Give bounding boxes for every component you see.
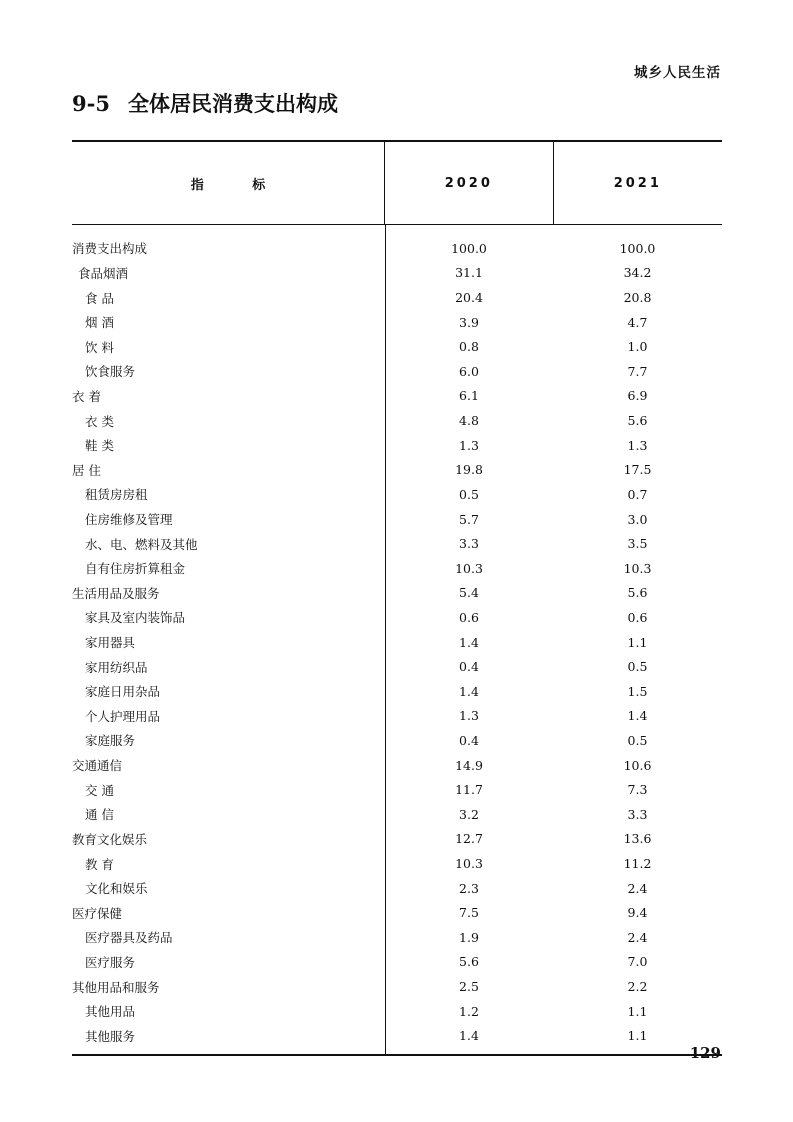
table-row [72, 359, 722, 384]
value-2020: 7.5 [459, 905, 479, 921]
row-label: 其他服务 [85, 1028, 136, 1044]
value-2020: 20.4 [455, 290, 483, 306]
row-label: 医疗器具及药品 [85, 930, 173, 946]
data-table [72, 140, 722, 1056]
value-2020: 14.9 [455, 757, 483, 773]
row-label: 衣 类 [85, 413, 114, 429]
value-2020: 19.8 [455, 462, 483, 478]
value-2021: 0.5 [627, 732, 648, 748]
value-2021: 7.7 [627, 363, 648, 379]
value-2020: 6.1 [459, 388, 479, 404]
row-label: 家庭日用杂品 [85, 684, 161, 700]
table-row [72, 777, 722, 802]
value-2020: 5.7 [459, 511, 479, 527]
value-2021: 9.4 [627, 905, 648, 921]
value-2021: 3.3 [627, 806, 648, 822]
value-2020: 12.7 [455, 831, 483, 847]
row-label: 家庭服务 [85, 733, 136, 749]
section-header: 城乡人民生活 [634, 65, 721, 81]
table-row [72, 950, 722, 975]
value-2020: 0.8 [459, 339, 479, 355]
value-2020: 0.4 [459, 659, 479, 675]
value-2021: 2.4 [627, 880, 648, 896]
value-2020: 5.6 [459, 954, 479, 970]
value-2020: 3.2 [459, 806, 479, 822]
table-row [72, 876, 722, 901]
table-row [72, 999, 722, 1024]
value-2021: 1.1 [627, 1028, 648, 1044]
value-2020: 1.3 [459, 437, 479, 453]
row-label: 饮食服务 [85, 364, 136, 380]
value-2021: 0.7 [627, 486, 648, 502]
value-2021: 4.7 [627, 314, 648, 330]
table-row [72, 285, 722, 310]
value-2020: 11.7 [455, 782, 483, 798]
row-label: 家用纺织品 [85, 659, 148, 675]
value-2020: 1.3 [459, 708, 479, 724]
row-label: 鞋 类 [85, 438, 114, 454]
table-row [72, 728, 722, 753]
table-row [72, 827, 722, 852]
value-2021: 2.2 [627, 979, 648, 995]
value-2020: 0.4 [459, 732, 479, 748]
value-2020: 6.0 [459, 363, 479, 379]
table-row [72, 925, 722, 950]
table-header [72, 140, 722, 225]
table-row [72, 1024, 722, 1049]
value-2021: 3.0 [627, 511, 648, 527]
value-2021: 13.6 [623, 831, 652, 847]
value-2021: 6.9 [627, 388, 648, 404]
page-title [72, 88, 338, 118]
value-2020: 1.9 [459, 929, 479, 945]
column-header-2021: 2021 [553, 142, 722, 224]
table-row [72, 581, 722, 606]
table-title: 全体居民消费支出构成 [128, 91, 338, 116]
table-row [72, 974, 722, 999]
table-row [72, 605, 722, 630]
row-label: 食 品 [85, 290, 114, 306]
value-2021: 1.1 [627, 1003, 648, 1019]
table-row [72, 802, 722, 827]
row-label: 教 育 [85, 856, 114, 872]
value-2021: 11.2 [623, 856, 652, 872]
row-label: 通 信 [85, 807, 114, 823]
table-row [72, 507, 722, 532]
value-2020: 31.1 [455, 265, 483, 281]
value-2020: 3.3 [459, 536, 479, 552]
value-2021: 0.5 [627, 659, 648, 675]
table-row [72, 433, 722, 458]
value-2021: 1.3 [627, 437, 648, 453]
row-label: 生活用品及服务 [72, 585, 160, 601]
row-label: 家用器具 [85, 635, 136, 651]
value-2020: 4.8 [459, 413, 479, 429]
row-label: 消费支出构成 [72, 241, 148, 257]
value-2020: 2.5 [459, 979, 479, 995]
table-row [72, 630, 722, 655]
row-label: 烟 酒 [85, 315, 114, 331]
table-row [72, 654, 722, 679]
value-2021: 1.0 [627, 339, 648, 355]
value-2020: 1.2 [459, 1003, 479, 1019]
value-2021: 10.6 [623, 757, 652, 773]
row-label: 饮 料 [85, 339, 114, 355]
table-row [72, 384, 722, 409]
value-2020: 3.9 [459, 314, 479, 330]
table-row [72, 334, 722, 359]
value-2021: 0.6 [627, 609, 648, 625]
table-row [72, 457, 722, 482]
row-label: 水、电、燃料及其他 [85, 536, 198, 552]
row-label: 家具及室内装饰品 [85, 610, 186, 626]
value-2020: 100.0 [451, 240, 487, 256]
value-2021: 20.8 [623, 290, 652, 306]
table-body [72, 225, 722, 1056]
table-row [72, 261, 722, 286]
row-label: 其他用品和服务 [72, 979, 160, 995]
row-label: 医疗保健 [72, 905, 123, 921]
row-label: 食品烟酒 [78, 265, 129, 281]
column-header-indicator: 指 标 [190, 177, 288, 193]
value-2021: 1.1 [627, 634, 648, 650]
row-label: 交 通 [85, 782, 114, 798]
value-2021: 10.3 [623, 560, 652, 576]
value-2020: 1.4 [459, 1028, 479, 1044]
value-2020: 2.3 [459, 880, 479, 896]
value-2021: 1.4 [627, 708, 648, 724]
table-row [72, 408, 722, 433]
value-2020: 5.4 [459, 585, 479, 601]
value-2021: 5.6 [627, 585, 648, 601]
value-2021: 34.2 [623, 265, 652, 281]
row-label: 衣 着 [72, 388, 101, 404]
row-label: 自有住房折算租金 [85, 561, 186, 577]
value-2021: 7.3 [627, 782, 648, 798]
value-2021: 3.5 [627, 536, 648, 552]
row-label: 租赁房房租 [85, 487, 148, 503]
table-row [72, 482, 722, 507]
row-label: 教育文化娱乐 [72, 831, 148, 847]
page-number: 129 [689, 1044, 721, 1062]
table-row [72, 851, 722, 876]
row-label: 文化和娱乐 [85, 881, 148, 897]
table-row [72, 556, 722, 581]
value-2020: 0.6 [459, 609, 479, 625]
value-2021: 2.4 [627, 929, 648, 945]
value-2021: 100.0 [619, 240, 656, 256]
table-row [72, 236, 722, 261]
table-row [72, 531, 722, 556]
table-row [72, 753, 722, 778]
column-header-2020: 2020 [384, 142, 552, 224]
value-2021: 7.0 [627, 954, 648, 970]
row-label: 个人护理用品 [85, 708, 161, 724]
table-row [72, 679, 722, 704]
table-number: 9-5 [72, 91, 110, 116]
table-row [72, 900, 722, 925]
row-label: 其他用品 [85, 1004, 136, 1020]
value-2020: 1.4 [459, 634, 479, 650]
value-2021: 17.5 [623, 462, 652, 478]
value-2021: 5.6 [627, 413, 648, 429]
row-label: 交通通信 [72, 758, 123, 774]
table-row [72, 310, 722, 335]
value-2020: 10.3 [455, 856, 483, 872]
row-label: 住房维修及管理 [85, 512, 173, 527]
value-2020: 10.3 [455, 560, 483, 576]
row-label: 医疗服务 [85, 954, 136, 970]
value-2020: 0.5 [459, 486, 479, 502]
value-2021: 1.5 [627, 683, 648, 699]
table-row [72, 704, 722, 729]
row-label: 居 住 [72, 462, 101, 478]
value-2020: 1.4 [459, 683, 479, 699]
